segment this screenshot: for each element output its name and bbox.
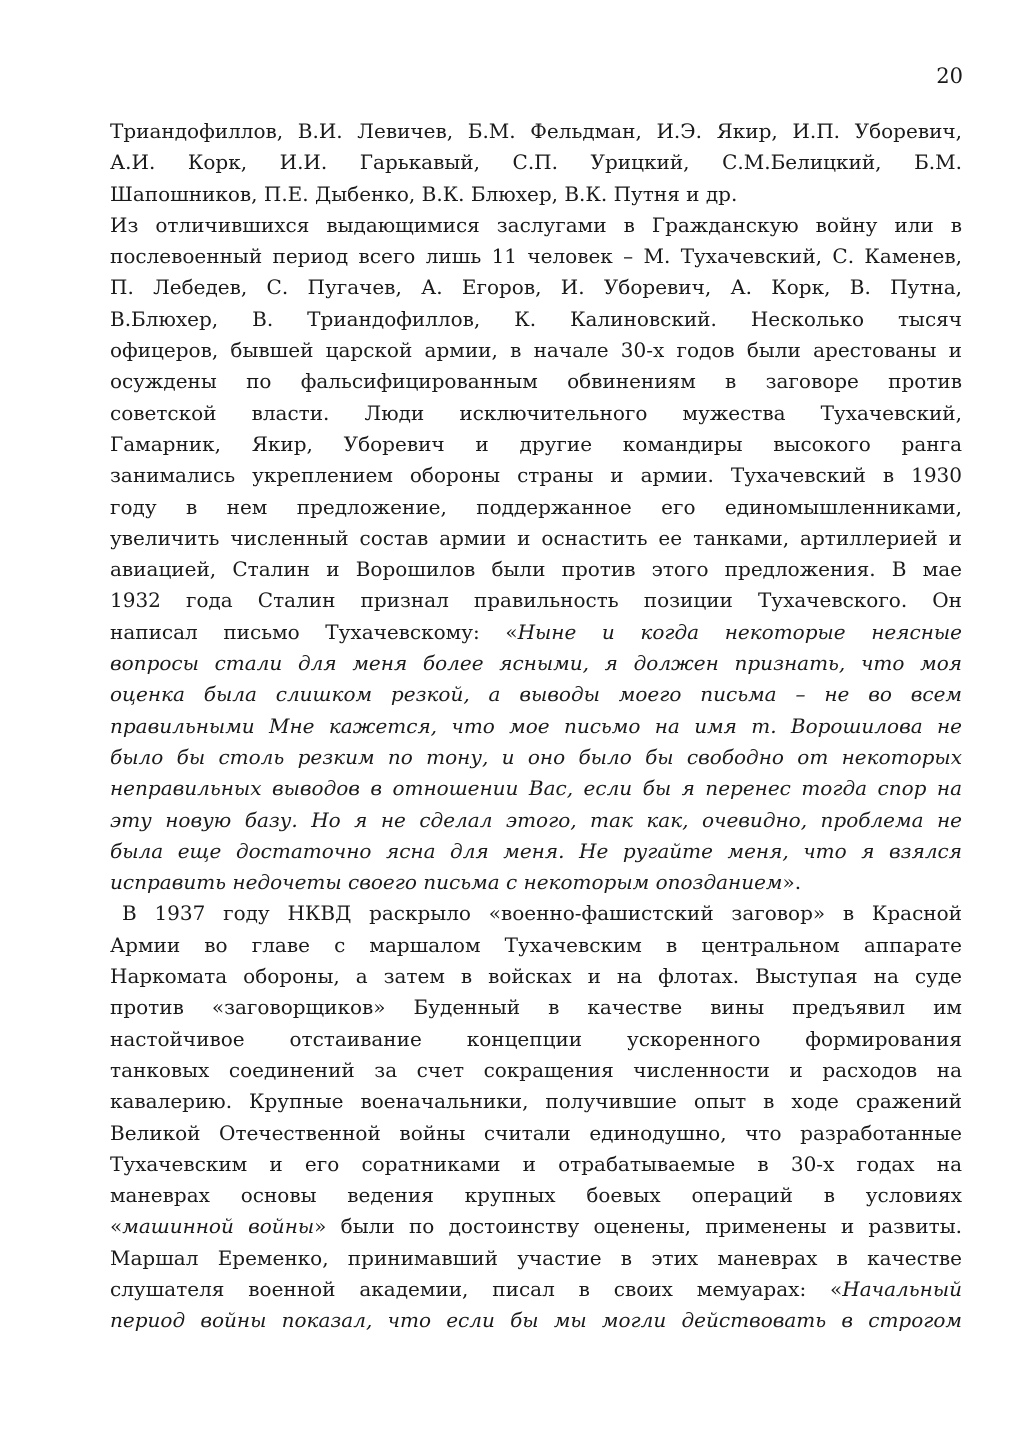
italic-text-segment: была еще достаточно ясна для меня. Не ругайте меня, что я взялся [110, 838, 962, 863]
text-segment: » были по достоинству оценены, применены и развиты. [314, 1214, 962, 1239]
text-line [110, 898, 962, 929]
text-segment: 1932 года Сталин признал правильность позиции Тухачевского. Он [110, 588, 962, 613]
text-line [110, 492, 962, 523]
text-line [110, 1086, 962, 1117]
italic-text-segment: оценка была слишком резкой, а выводы моего письма – не во всем [110, 682, 962, 707]
text-segment: Маршал Еременко, принимавший участие в этих маневрах в качестве [110, 1245, 962, 1270]
italic-text-segment: эту новую базу. Но я не сделал этого, так как, очевидно, проблема не [110, 807, 962, 832]
text-line [110, 523, 962, 554]
text-segment: осуждены по фальсифицированным обвинениям в заговоре против [110, 369, 962, 394]
text-segment: написал письмо Тухачевскому: « [110, 619, 518, 644]
text-segment: « [110, 1214, 123, 1239]
text-line [110, 930, 962, 961]
text-line [110, 429, 962, 460]
text-line [110, 241, 962, 272]
text-line [110, 836, 962, 867]
text-segment: Гамарник, Якир, Уборевич и другие командиры высокого ранга [110, 431, 962, 456]
text-segment: Тухачевским и его соратниками и отрабатываемые в 30-х годах на [110, 1151, 962, 1176]
text-line [110, 272, 962, 303]
text-line [110, 1055, 962, 1086]
text-line [110, 147, 962, 178]
italic-text-segment: вопросы стали для меня более ясными, я должен признать, что моя [110, 651, 962, 676]
text-segment: Шапошников, П.Е. Дыбенко, В.К. Блюхер, В.К. Путня и др. [110, 181, 738, 206]
text-line [110, 460, 962, 491]
italic-text-segment: было бы столь резким по тону, и оно было бы свободно от некоторых [110, 744, 962, 769]
text-line [110, 867, 962, 898]
text-line [110, 1024, 962, 1055]
text-line [110, 992, 962, 1023]
text-segment: против «заговорщиков» Буденный в качестве вины предъявил им [110, 995, 962, 1020]
text-line [110, 179, 962, 210]
text-line [110, 304, 962, 335]
text-segment: А.И. Корк, И.И. Гарькавый, С.П. Урицкий, С.М.Белицкий, Б.М. [110, 150, 962, 175]
italic-text-segment: машинной войны [122, 1214, 315, 1239]
text-segment: настойчивое отстаивание концепции ускоренного формирования [110, 1026, 962, 1051]
text-segment: танковых соединений за счет сокращения численности и расходов на [110, 1057, 962, 1082]
text-segment: Армии во главе с маршалом Тухачевским в центральном аппарате [110, 932, 962, 957]
text-segment: офицеров, бывшей царской армии, в начале 30-х годов были арестованы и [110, 338, 962, 363]
text-line [110, 1305, 962, 1336]
text-line [110, 617, 962, 648]
text-line [110, 773, 962, 804]
text-line [110, 1211, 962, 1242]
text-segment: В 1937 году НКВД раскрыло «военно-фашистский заговор» в Красной [122, 901, 962, 926]
text-segment: советской власти. Люди исключительного мужества Тухачевский, [110, 400, 962, 425]
text-segment: Из отличившихся выдающимися заслугами в Гражданскую войну или в [110, 212, 962, 237]
text-segment: Великой Отечественной войны считали единодушно, что разработанные [110, 1120, 962, 1145]
page-number: 20 [936, 64, 963, 88]
text-segment: ». [782, 870, 802, 895]
text-segment: увеличить численный состав армии и оснастить ее танками, артиллерией и [110, 525, 962, 550]
text-segment: году в нем предложение, поддержанное его единомышленниками, [110, 494, 962, 519]
text-segment: занимались укреплением обороны страны и армии. Тухачевский в 1930 [110, 463, 962, 488]
text-line [110, 210, 962, 241]
text-line [110, 679, 962, 710]
text-segment: авиацией, Сталин и Ворошилов были против этого предложения. В мае [110, 557, 962, 582]
body-text [110, 116, 962, 1337]
text-line [110, 1118, 962, 1149]
italic-text-segment: Начальный [842, 1276, 962, 1301]
text-segment: Наркомата обороны, а затем в войсках и на флотах. Выступая на суде [110, 964, 962, 989]
text-line [110, 1149, 962, 1180]
italic-text-segment: Ныне и когда некоторые неясные [517, 619, 962, 644]
italic-text-segment: неправильных выводов в отношении Вас, если бы я перенес тогда спор на [110, 776, 962, 801]
text-segment: маневрах основы ведения крупных боевых операций в условиях [110, 1183, 962, 1208]
text-segment: П. Лебедев, С. Пугачев, А. Егоров, И. Уборевич, А. Корк, В. Путна, [110, 275, 962, 300]
text-line [110, 398, 962, 429]
text-line [110, 1243, 962, 1274]
text-line [110, 1180, 962, 1211]
text-line [110, 554, 962, 585]
text-segment: слушателя военной академии, писал в своих мемуарах: « [110, 1276, 843, 1301]
italic-text-segment: правильными Мне кажется, что мое письмо на имя т. Ворошилова не [110, 713, 962, 738]
text-line [110, 805, 962, 836]
text-line [110, 711, 962, 742]
text-line [110, 335, 962, 366]
text-segment: послевоенный период всего лишь 11 человек – М. Тухачевский, С. Каменев, [110, 244, 962, 269]
text-line [110, 961, 962, 992]
italic-text-segment: период войны показал, что если бы мы могли действовать в строгом [110, 1308, 962, 1333]
text-line [110, 1274, 962, 1305]
text-segment: В.Блюхер, В. Триандофиллов, К. Калиновский. Несколько тысяч [110, 306, 962, 331]
text-segment: кавалерию. Крупные военачальники, получившие опыт в ходе сражений [110, 1089, 962, 1114]
text-segment: Триандофиллов, В.И. Левичев, Б.М. Фельдман, И.Э. Якир, И.П. Уборевич, [110, 119, 962, 143]
text-line [110, 585, 962, 616]
text-line [110, 366, 962, 397]
text-line [110, 742, 962, 773]
text-line [110, 116, 962, 147]
text-line [110, 648, 962, 679]
italic-text-segment: исправить недочеты своего письма с некоторым опозданием [110, 870, 783, 895]
